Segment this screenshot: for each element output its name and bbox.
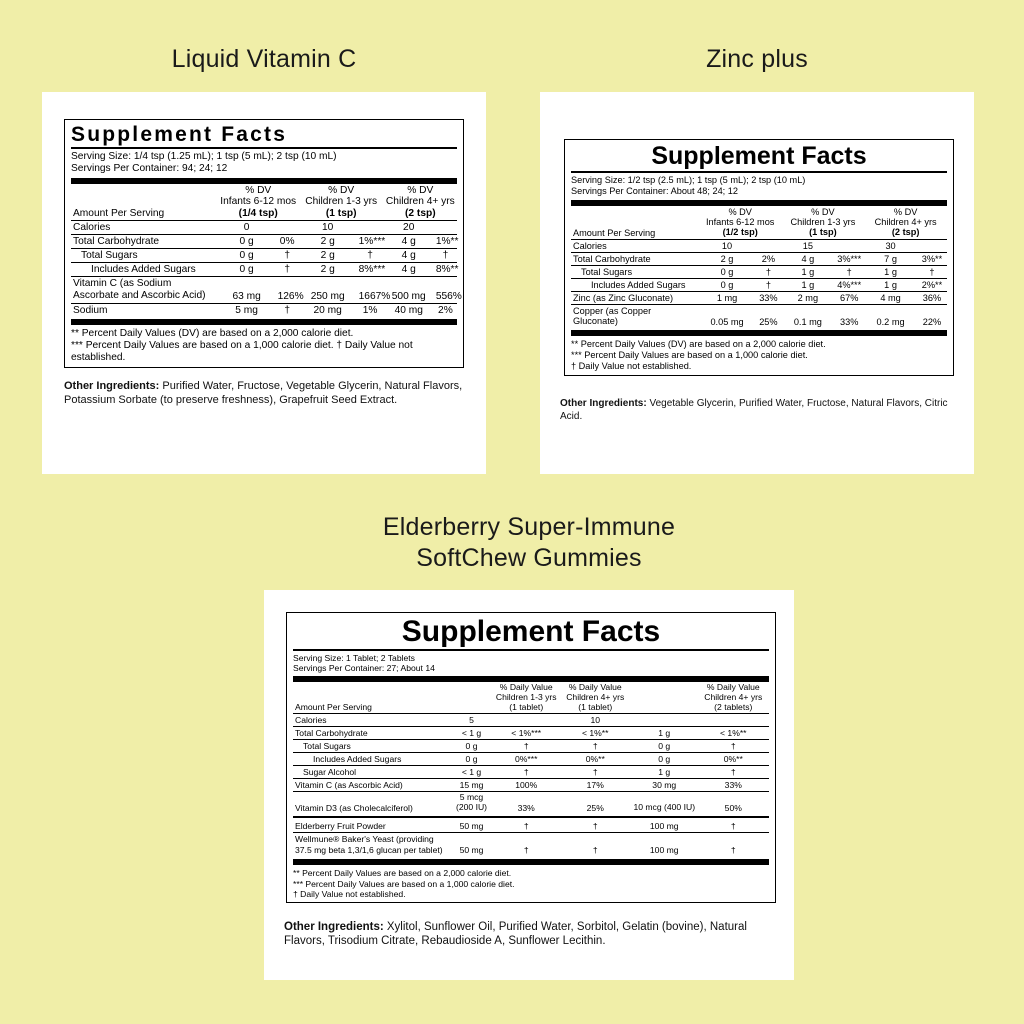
column-header-children-1-3: % DV Children 1-3 yrs (1 tsp): [790, 206, 856, 238]
supplement-facts-title: Supplement Facts: [401, 615, 661, 648]
other-ingredients-label: Other Ingredients:: [560, 398, 647, 409]
serving-size-text: Serving Size: 1/2 tsp (2.5 mL); 1 tsp (5 mL); 2 tsp (10 mL): [571, 175, 806, 185]
table-row: Includes Added Sugars 0 g † 2 g 8%*** 4 g 8%**: [71, 263, 457, 277]
footnotes: ** Percent Daily Values (DV) are based on a 2,000 calorie diet. *** Percent Daily Values are based on a 1,000 calorie diet. † Daily Value not established.: [571, 338, 826, 371]
botanical-row: Elderberry Fruit Powder 50 mg † † 100 mg †: [295, 820, 736, 831]
table-header-row: [293, 682, 769, 713]
other-ingredients-label: Other Ingredients:: [284, 921, 384, 933]
spacer-cell: [450, 682, 493, 713]
column-header-infants: % DV Infants 6-12 mos (1/2 tsp): [705, 206, 775, 238]
footnotes: ** Percent Daily Values are based on a 2,000 calorie diet. *** Percent Daily Values are based on a 1,000 calorie diet. † Daily Value not established.: [293, 868, 515, 899]
other-ingredients-text: Vegetable Glycerin, Purified Water, Fructose, Natural Flavors, Citric Acid.: [560, 398, 948, 422]
amount-per-serving-label: Amount Per Serving: [295, 702, 372, 713]
table-row: Copper (as Copper Gluconate) 0.05 mg 25% 0.1 mg 33% 0.2 mg 22%: [571, 304, 947, 328]
table-row: Vitamin C (as Sodium Ascorbate and Ascorbic Acid) 63 mg 126% 250 mg 1667% 500 mg 556%: [73, 278, 462, 302]
supplement-facts-title: Supplement Facts: [71, 123, 288, 146]
column-header-children-1-3: % Daily Value Children 1-3 yrs (1 tablet): [495, 682, 557, 712]
other-ingredients-liquid-vitamin-c: [64, 380, 468, 408]
supplement-facts-box-zinc-plus: [564, 139, 954, 376]
label-panel-zinc-plus: [540, 92, 974, 474]
other-ingredients-text: Xylitol, Sunflower Oil, Purified Water, Sorbitol, Gelatin (bovine), Natural Flavors, Trisodium Citrate, Rebaudioside A, Sunflower Lecithin.: [284, 921, 747, 948]
supplement-facts-box-elderberry: [286, 612, 776, 903]
label-panel-elderberry: [264, 590, 794, 980]
table-row: Total Carbohydrate < 1 g < 1%*** < 1%** 1 g < 1%**: [293, 727, 769, 740]
other-ingredients-zinc-plus: [560, 398, 960, 423]
table-row: Includes Added Sugars 0 g 0%*** 0%** 0 g 0%**: [293, 753, 769, 766]
table-row: Sodium 5 mg † 20 mg 1% 40 mg 2%: [71, 303, 457, 317]
footnotes: ** Percent Daily Values (DV) are based on a 2,000 calorie diet. *** Percent Daily Values are based on a 1,000 calorie diet. † Daily Value not established.: [71, 327, 413, 364]
product-title-line2: SoftChew Gummies: [416, 544, 642, 573]
amount-per-serving-label: Amount Per Serving: [73, 208, 165, 220]
table-row: Total Sugars 0 g † 1 g † 1 g †: [571, 265, 947, 278]
table-row: Vitamin C (as Ascorbic Acid) 15 mg 100% 17% 30 mg 33%: [293, 779, 769, 792]
column-header-children-1-3: % DV Children 1-3 yrs (1 tsp): [305, 185, 378, 219]
column-header-children-4plus: % DV Children 4+ yrs (2 tsp): [385, 185, 455, 219]
supplement-facts-title: Supplement Facts: [651, 142, 867, 170]
table-row: Calories 10 15 30: [571, 239, 947, 252]
product-title-line1: Elderberry Super-Immune: [382, 513, 676, 541]
table-row: Calories 5 10: [293, 714, 769, 727]
label-panel-liquid-vitamin-c: [42, 92, 486, 474]
nutrition-table: [71, 184, 462, 317]
other-ingredients-elderberry: [284, 920, 784, 949]
table-row: Sugar Alcohol < 1 g † † 1 g †: [293, 766, 769, 779]
serving-size-text: Serving Size: 1 Tablet; 2 Tablets: [293, 653, 415, 663]
product-title-liquid-vitamin-c: Liquid Vitamin C: [171, 45, 357, 73]
spacer-cell-2: [631, 682, 698, 713]
table-row: Includes Added Sugars 0 g † 1 g 4%*** 1 g 2%**: [571, 278, 947, 291]
supplement-facts-box-liquid-vitamin-c: [64, 119, 464, 368]
table-row: Total Sugars 0 g † † 0 g †: [293, 740, 769, 753]
table-row: Calories 0 10 20: [71, 221, 457, 235]
product-title-elderberry: [254, 512, 804, 575]
table-row: Zinc (as Zinc Gluconate) 1 mg 33% 2 mg 67% 4 mg 36%: [571, 291, 947, 304]
table-row: Total Carbohydrate 2 g 2% 4 g 3%*** 7 g 3%**: [571, 252, 947, 265]
servings-per-container-text: Servings Per Container: About 48; 24; 12: [571, 185, 739, 196]
other-ingredients-label: Other Ingredients:: [64, 380, 160, 392]
column-header-children-4plus-2tab: % Daily Value Children 4+ yrs (2 tablets): [704, 682, 763, 712]
serving-size-text: Serving Size: 1/4 tsp (1.25 mL); 1 tsp (5 mL); 2 tsp (10 mL): [71, 151, 337, 162]
nutrition-table: [293, 682, 769, 856]
other-ingredients-text: Purified Water, Fructose, Vegetable Glycerin, Natural Flavors, Potassium Sorbate (to preserve freshness), Grapefruit Seed Extract.: [64, 380, 463, 406]
product-title-zinc-plus: Zinc plus: [706, 45, 808, 73]
nutrition-table: [571, 206, 947, 328]
table-row: Total Carbohydrate 0 g 0% 2 g 1%*** 4 g 1%**: [73, 236, 459, 248]
table-header-row: [571, 206, 947, 239]
table-row: Total Sugars 0 g † 2 g † 4 g †: [71, 249, 457, 263]
table-header-row: [71, 184, 457, 221]
botanical-row: Wellmune® Baker's Yeast (providing 37.5 mg beta 1,3/1,6 glucan per tablet) 50 mg † † 100 mg †: [293, 832, 769, 856]
servings-per-container-text: Servings Per Container: 27; About 14: [293, 663, 435, 674]
column-header-children-4plus-1tab: % Daily Value Children 4+ yrs (1 tablet): [566, 682, 625, 712]
column-header-children-4plus: % DV Children 4+ yrs (2 tsp): [874, 206, 937, 238]
table-row: Vitamin D3 (as Cholecalciferol) 5 mcg (200 IU) 33% 25% 10 mcg (400 IU) 50%: [293, 792, 769, 814]
column-header-infants: % DV Infants 6-12 mos (1/4 tsp): [220, 185, 297, 219]
amount-per-serving-label: Amount Per Serving: [573, 227, 656, 238]
servings-per-container-text: Servings Per Container: 94; 24; 12: [71, 163, 228, 175]
